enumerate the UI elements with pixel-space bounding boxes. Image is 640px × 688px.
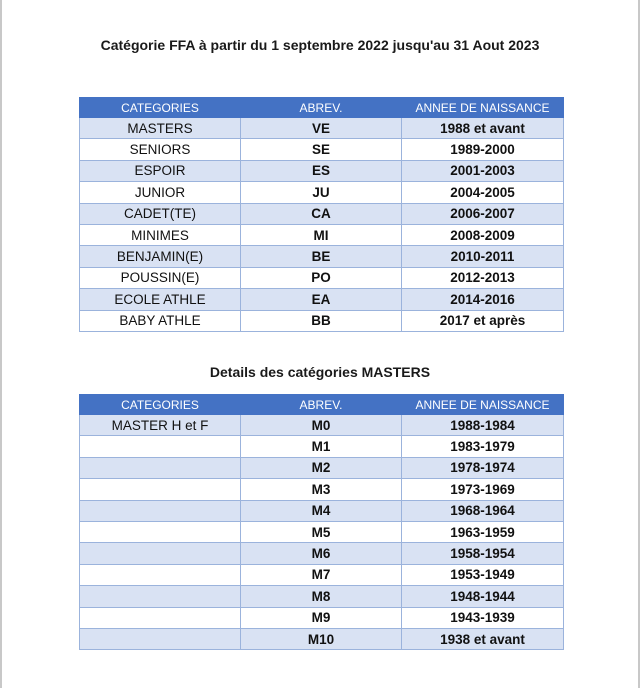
header-categories: CATEGORIES bbox=[80, 395, 241, 415]
cell-birth-year: 2004-2005 bbox=[402, 182, 564, 203]
cell-abrev: SE bbox=[241, 139, 402, 160]
cell-birth-year: 1988 et avant bbox=[402, 118, 564, 139]
cell-birth-year: 1938 et avant bbox=[402, 628, 564, 649]
cell-category: POUSSIN(E) bbox=[80, 267, 241, 288]
cell-category bbox=[80, 564, 241, 585]
cell-abrev: CA bbox=[241, 203, 402, 224]
cell-category: MASTER H et F bbox=[80, 415, 241, 436]
table-row bbox=[80, 479, 564, 500]
table-header-row bbox=[80, 395, 564, 415]
cell-birth-year: 1989-2000 bbox=[402, 139, 564, 160]
cell-birth-year: 2008-2009 bbox=[402, 224, 564, 245]
table-row bbox=[80, 436, 564, 457]
table-row bbox=[80, 607, 564, 628]
cell-birth-year: 1968-1964 bbox=[402, 500, 564, 521]
cell-category bbox=[80, 607, 241, 628]
cell-category bbox=[80, 479, 241, 500]
cell-category: BABY ATHLE bbox=[80, 310, 241, 331]
cell-category: SENIORS bbox=[80, 139, 241, 160]
masters-table-body bbox=[80, 415, 564, 650]
table-row bbox=[80, 628, 564, 649]
table-row bbox=[80, 160, 564, 181]
table-row bbox=[80, 457, 564, 478]
cell-category: MASTERS bbox=[80, 118, 241, 139]
cell-birth-year: 2012-2013 bbox=[402, 267, 564, 288]
cell-birth-year: 1958-1954 bbox=[402, 543, 564, 564]
cell-abrev: EA bbox=[241, 289, 402, 310]
header-abrev: ABREV. bbox=[241, 395, 402, 415]
cell-abrev: M0 bbox=[241, 415, 402, 436]
cell-abrev: M5 bbox=[241, 521, 402, 542]
table-row bbox=[80, 543, 564, 564]
cell-abrev: M9 bbox=[241, 607, 402, 628]
table-row bbox=[80, 267, 564, 288]
cell-birth-year: 1953-1949 bbox=[402, 564, 564, 585]
header-abrev: ABREV. bbox=[241, 98, 402, 118]
header-birth-year: ANNEE DE NAISSANCE bbox=[402, 395, 564, 415]
cell-abrev: M2 bbox=[241, 457, 402, 478]
cell-category: JUNIOR bbox=[80, 182, 241, 203]
cell-abrev: M4 bbox=[241, 500, 402, 521]
cell-category: ESPOIR bbox=[80, 160, 241, 181]
cell-category bbox=[80, 521, 241, 542]
table-header-row bbox=[80, 98, 564, 118]
cell-birth-year: 1963-1959 bbox=[402, 521, 564, 542]
cell-abrev: VE bbox=[241, 118, 402, 139]
table-row bbox=[80, 203, 564, 224]
page-title: Catégorie FFA à partir du 1 septembre 2022 jusqu'au 31 Aout 2023 bbox=[100, 37, 540, 53]
cell-abrev: BE bbox=[241, 246, 402, 267]
cell-category: MINIMES bbox=[80, 224, 241, 245]
cell-birth-year: 2006-2007 bbox=[402, 203, 564, 224]
cell-birth-year: 1943-1939 bbox=[402, 607, 564, 628]
cell-birth-year: 1988-1984 bbox=[402, 415, 564, 436]
header-categories: CATEGORIES bbox=[80, 98, 241, 118]
table-row bbox=[80, 289, 564, 310]
table-row bbox=[80, 415, 564, 436]
cell-category: ECOLE ATHLE bbox=[80, 289, 241, 310]
cell-abrev: M10 bbox=[241, 628, 402, 649]
cell-abrev: M1 bbox=[241, 436, 402, 457]
categories-table-body bbox=[80, 118, 564, 332]
cell-category bbox=[80, 628, 241, 649]
cell-abrev: PO bbox=[241, 267, 402, 288]
cell-birth-year: 1983-1979 bbox=[402, 436, 564, 457]
cell-category bbox=[80, 457, 241, 478]
cell-abrev: M7 bbox=[241, 564, 402, 585]
table-row bbox=[80, 182, 564, 203]
table-row bbox=[80, 118, 564, 139]
cell-birth-year: 1948-1944 bbox=[402, 586, 564, 607]
categories-table bbox=[79, 97, 564, 332]
cell-abrev: ES bbox=[241, 160, 402, 181]
masters-table bbox=[79, 394, 564, 650]
cell-birth-year: 2010-2011 bbox=[402, 246, 564, 267]
cell-category bbox=[80, 586, 241, 607]
table-row bbox=[80, 500, 564, 521]
table-row bbox=[80, 521, 564, 542]
cell-abrev: MI bbox=[241, 224, 402, 245]
cell-birth-year: 1973-1969 bbox=[402, 479, 564, 500]
cell-category bbox=[80, 543, 241, 564]
cell-category bbox=[80, 500, 241, 521]
cell-category bbox=[80, 436, 241, 457]
table-row bbox=[80, 224, 564, 245]
cell-birth-year: 2001-2003 bbox=[402, 160, 564, 181]
section-title: Details des catégories MASTERS bbox=[209, 364, 431, 380]
header-birth-year: ANNEE DE NAISSANCE bbox=[402, 98, 564, 118]
table-row bbox=[80, 246, 564, 267]
cell-birth-year: 1978-1974 bbox=[402, 457, 564, 478]
cell-abrev: M6 bbox=[241, 543, 402, 564]
cell-birth-year: 2017 et après bbox=[402, 310, 564, 331]
cell-abrev: JU bbox=[241, 182, 402, 203]
cell-birth-year: 2014-2016 bbox=[402, 289, 564, 310]
cell-category: BENJAMIN(E) bbox=[80, 246, 241, 267]
cell-category: CADET(TE) bbox=[80, 203, 241, 224]
cell-abrev: M8 bbox=[241, 586, 402, 607]
table-row bbox=[80, 139, 564, 160]
cell-abrev: M3 bbox=[241, 479, 402, 500]
table-row bbox=[80, 586, 564, 607]
cell-abrev: BB bbox=[241, 310, 402, 331]
table-row bbox=[80, 310, 564, 331]
table-row bbox=[80, 564, 564, 585]
